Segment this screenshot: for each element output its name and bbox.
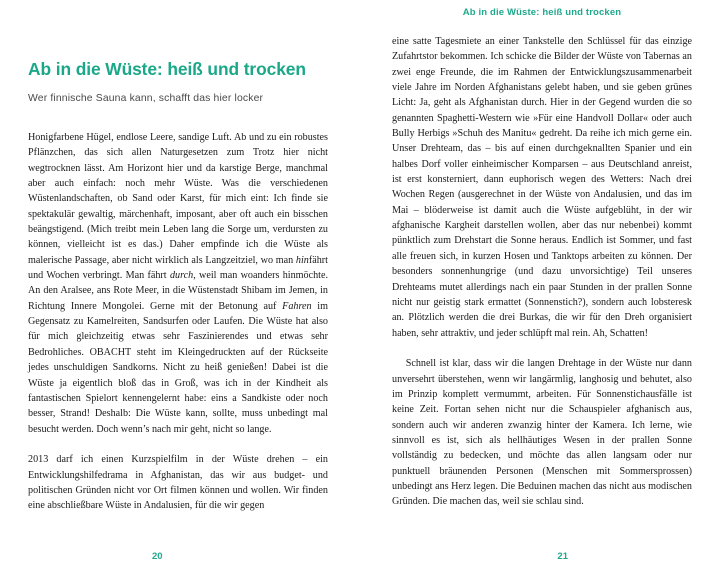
paragraph-gap (392, 341, 692, 356)
chapter-subtitle: Wer finnische Sauna kann, schafft das hier locker (28, 93, 264, 105)
page-number-right: 21 (557, 551, 568, 562)
paragraph: eine satte Tagesmiete an einer Tankstelle den Schlüssel für das einzige Zufahrtstor bekommen. Ich schicke die Bilder der Wüste von Tabernas an zwei enge Freunde, die im Rahmen der Entwicklungszusammenarbeit viele Jahre im Norden Afghanistans gelebt haben, und sie geben grünes Licht: Ja, geht als Afghanistan durch. Hier in der Gegend wurden die so genannten Spaghetti-Western wie »Für eine Handvoll Dollar« oder auch Bully Herbigs »Schuh des Manitu« gedreht. Da reihe ich mich gerne ein. Unser Drehteam, das – bis auf einen durchgeknallten Spanier und ein halbes Dorf voller einheimischer Komparsen – aus Deutschland anreist, ist erst konsterniert, dann euphorisch wegen des Wetters: Nach drei Wochen Regen (ausgerechnet in der Wüste von Andalusien, und das im Mai – blöderweise ist damit auch die Wüste aufgeblüht, in der wir afghanische Kargheit darstellen wollen, aber das nur nebenbei) kommt pünktlich zum Drehstart die Sonne heraus. Endlich ist Sommer, und fast alle freuen sich, in kurzen Hosen und Tanktops arbeiten zu können. Der besonders sonnenhungrige (und dazu unvorsichtige) Teil unseres Drehteams mutet allerdings nach ein paar Stunden in der prallen Sonne nicht nur geistig stark ermattet (Sonnenstich?), sondern auch lobsteresk an. Plötzlich werden die drei Burkas, die wir für den Dreh organisiert haben, sehr attraktiv, und jeder schlüpft mal rein. Ah, Schatten! (392, 36, 692, 339)
page-right (360, 0, 720, 576)
emphasis-text: durch (169, 270, 194, 282)
chapter-title: Ab in die Wüste: heiß und trocken (28, 59, 306, 79)
running-head-left (28, 0, 328, 26)
paragraph: Schnell ist klar, dass wir die langen Drehtage in der Wüste nur dann unversehrt überstehen, wenn wir langärmlig, langhosig und behutet, also im Prinzip komplett vermummt, arbeiten. Für Sonnenstichausfälle ist keine Zeit. Fortan sehen nicht nur die Schauspieler afghanisch aus, sondern auch wir anderen zwanzig hinter der Kamera. Ich lerne, wie sinnvoll es ist, sich als hellhäutiges Wesen in der prallen Sonne vollständig zu bedecken, und möchte das allen langsam oder nur punktuell bräunenden Personen (Menschen mit Sommersprossen) unbedingt ans Herz legen. Die Beduinen machen das nicht aus modischen Gründen. Die machen das, weil sie schlau sind. (392, 358, 692, 508)
body-text-left (28, 130, 328, 514)
page-number-left: 20 (152, 551, 163, 562)
paragraph: 2013 darf ich einen Kurzspielfilm in der Wüste drehen – ein Entwicklungshilfedrama in Afghanistan, das wir aus budget- und politischen Gründen nicht vor Ort filmen können und wollen. Wir finden eine abschließbare Wüste in Andalusien, für die wir gegen (28, 454, 328, 512)
paragraph-gap (28, 437, 328, 452)
emphasis-text: Fahren (282, 300, 312, 312)
paragraph: Honigfarbene Hügel, endlose Leere, sandige Luft. Ab und zu ein robustes Pflänzchen, das sich allen Naturgesetzen zum Trotz hier nicht wegtrocknen lässt. Am Horizont hier und da karstige Berge, manchmal aber auch einfach: noch mehr Wüste. Was die verschiedenen Wüstenlandschaften, ob Sand oder Karst, für mich eint: Ich finde sie spektakulär gewaltig, märchenhaft, imposant, aber oft auch ein bisschen beängstigend. (Mich treibt mein Leben lang die Sorge um, verdursten zu können, vielleicht ist es das.) Daher empfinde ich die Wüste als malerische Passage, aber nicht wirklich als Langzeitziel, wo man hinfährt und Wochen verbringt. Man fährt durch, weil man woanders hinmöchte. An den Aralsee, ans Rote Meer, in die Wüstenstadt Shibam im Jemen, in Richtung Innere Mongolei. Gerne mit der Betonung auf Fahren im Gegensatz zu Kamelreiten, Sandsurfen oder Laufen. Die Wüste hat also für mich gleichzeitig etwas sehr Faszinierendes und etwas sehr Bedrohliches. OBACHT steht im Kleingedruckten auf der Rückseite jedes unschuldigen Sandkorns. Nicht zu heiß genießen! Dabei ist die Wüste ja eigentlich bloß das in Groß, was ich in der Kindheit als fantastischen Spielort kennengelernt habe: eins a Sandkiste oder noch besser, Strand! Deshalb: Die Wüste kann, sollte, muss unbedingt mal besucht werden. Doch wenn’s nach mir geht, nicht so lange. (28, 132, 329, 435)
running-head-right: Ab in die Wüste: heiß und trocken (462, 7, 622, 18)
emphasis-text: hin (295, 254, 309, 266)
body-text-right (392, 34, 692, 510)
